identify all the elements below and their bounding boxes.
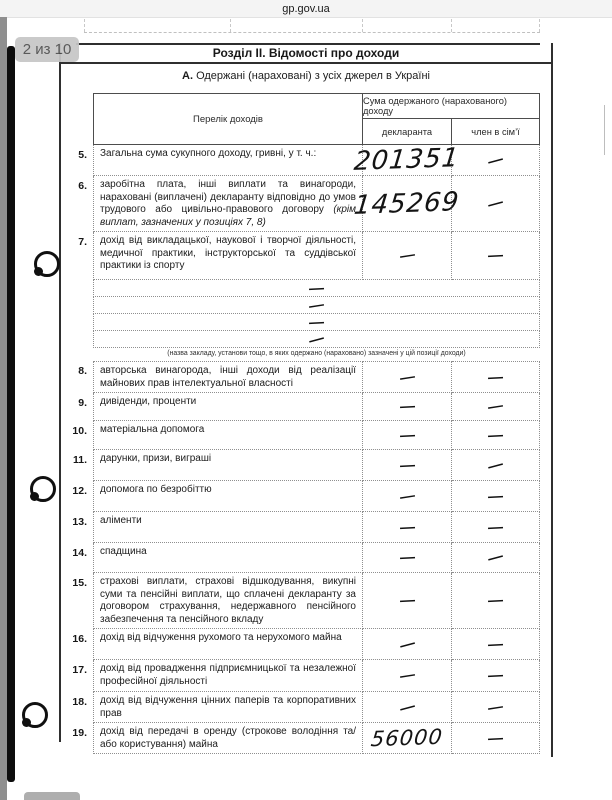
previous-table-remnant-rule — [539, 19, 540, 32]
row-number: 16. — [72, 633, 87, 645]
family-value — [452, 692, 540, 723]
handwritten-dash: — — [397, 696, 417, 718]
hole-punch-mark — [30, 476, 56, 502]
handwritten-dash: — — [486, 454, 505, 476]
handwritten-dash: — — [486, 547, 505, 568]
previous-table-remnant-rule — [451, 19, 452, 32]
handwritten-dash: — — [399, 591, 415, 610]
income-row-6 — [61, 176, 540, 232]
declarant-value — [363, 361, 452, 393]
handwritten-dash: — — [398, 486, 416, 506]
row-number: 11. — [72, 454, 87, 466]
family-value — [452, 660, 540, 692]
section-title: Розділ II. Відомості про доходи — [212, 46, 400, 60]
family-value — [452, 393, 540, 421]
handwritten-dash: — — [486, 697, 505, 717]
income-row-8 — [61, 361, 540, 393]
declarant-value — [363, 450, 452, 481]
handwritten-dash: — — [487, 729, 504, 747]
income-row-15 — [61, 573, 540, 629]
url-text[interactable]: gp.gov.ua — [282, 2, 330, 15]
family-value — [452, 629, 540, 660]
hole-punch-mark — [34, 251, 60, 277]
handwritten-amount: 145269 — [352, 186, 462, 221]
handwritten-dash: — — [486, 193, 505, 214]
scan-edge-shadow — [0, 17, 7, 800]
income-row-13 — [61, 512, 540, 543]
subsection-letter: А. — [182, 70, 193, 82]
handwritten-dash: — — [398, 245, 416, 266]
subsection-text: Одержані (нараховані) з усіх джерел в Україні — [196, 70, 430, 82]
declarant-value — [363, 393, 452, 421]
previous-table-remnant-line — [84, 32, 540, 33]
income-row-10 — [61, 421, 540, 450]
handwritten-amount: 201351 — [352, 143, 462, 177]
row-label: дивіденди, проценти — [93, 393, 363, 421]
row-number: 8. — [78, 365, 87, 377]
form-rule — [59, 62, 553, 64]
declarant-value — [363, 232, 452, 280]
family-value — [452, 723, 540, 754]
row-label: аліменти — [93, 512, 363, 543]
declarant-value — [363, 629, 452, 660]
handwritten-dash: — — [399, 456, 415, 474]
declarant-value — [363, 421, 452, 450]
handwritten-dash: — — [307, 328, 326, 350]
row-number: 15. — [72, 577, 87, 589]
row-label: дохід від передачі в оренду (строкове володіння та/або користування) майна — [93, 723, 363, 754]
family-value — [452, 573, 540, 629]
family-value — [452, 176, 540, 232]
row-label: заробітна плата, інші виплати та винагороди, нараховані (виплачені) декларанту відповідно до умов трудового або цивільно-правового договору (крім виплат, зазначених у позиціях 7, 8) — [93, 176, 363, 232]
handwritten-dash: — — [399, 397, 415, 416]
hole-punch-mark — [22, 702, 48, 728]
page-indicator-badge — [15, 37, 79, 62]
handwritten-dash: — — [487, 246, 504, 265]
declarant-value — [363, 660, 452, 692]
handwritten-dash: — — [307, 295, 326, 315]
handwritten-dash: — — [487, 666, 504, 685]
handwritten-dash: — — [399, 518, 415, 536]
income-row-14 — [61, 543, 540, 573]
row-number: 17. — [72, 664, 87, 676]
handwritten-dash: — — [398, 665, 416, 686]
header-spacer — [61, 93, 93, 145]
row-number: 9. — [78, 397, 87, 409]
family-value — [452, 145, 540, 176]
row-label: дохід від відчуження цінних паперів та корпоративних прав — [93, 692, 363, 723]
header-income-list: Перелік доходів — [93, 93, 363, 145]
income-row-7 — [61, 232, 540, 280]
row-number: 7. — [78, 236, 87, 248]
declarant-value — [363, 543, 452, 573]
income-row-19 — [61, 723, 540, 754]
declarant-value — [363, 481, 452, 512]
handwritten-amount: 56000 — [369, 724, 445, 752]
row-number: 10. — [72, 425, 87, 437]
row-number: 19. — [72, 727, 87, 739]
declarant-value — [363, 573, 452, 629]
handwritten-dash: — — [487, 487, 504, 505]
browser-address-bar[interactable] — [0, 0, 612, 18]
family-value — [452, 543, 540, 573]
page-indicator-label: 2 из 10 — [22, 41, 72, 58]
family-value — [452, 361, 540, 393]
row-label: Загальна сума сукупного доходу, гривні, у т. ч.: — [93, 145, 363, 176]
org-name-caption: (назва закладу, установи тощо, в яких одержано (нараховано) зазначені у цій позиції доходи) — [167, 350, 466, 357]
row-number: 12. — [72, 485, 87, 497]
handwritten-dash: — — [308, 313, 325, 331]
scan-binding-strip — [7, 46, 15, 782]
handwritten-dash: — — [486, 396, 505, 417]
form-rule — [76, 43, 540, 45]
row-number: 6. — [78, 180, 87, 192]
family-value — [452, 450, 540, 481]
header-declarant: декларанта — [363, 119, 452, 145]
header-family-member: член в сім’ї — [452, 119, 540, 145]
row-label: матеріальна допомога — [93, 421, 363, 450]
org-name-line — [61, 297, 540, 314]
org-name-caption-row — [61, 348, 540, 361]
handwritten-dash: — — [487, 426, 504, 444]
income-row-11 — [61, 450, 540, 481]
org-name-line — [61, 328, 540, 350]
row-number: 18. — [72, 696, 87, 708]
row-label: дохід від відчуження рухомого та нерухомого майна — [93, 629, 363, 660]
handwritten-dash: — — [399, 426, 415, 444]
family-value — [452, 232, 540, 280]
handwritten-dash: — — [486, 149, 505, 171]
row-label: спадщина — [93, 543, 363, 573]
row-label: дохід від провадження підприємницької та незалежної професійної діяльності — [93, 660, 363, 692]
row-label: дохід від викладацької, наукової і творчої діяльності, медичної практики, інструкторської та суддівської практики із спорту — [93, 232, 363, 280]
declarant-value — [363, 512, 452, 543]
income-row-12 — [61, 481, 540, 512]
handwritten-dash: — — [487, 635, 504, 653]
row-number: 13. — [72, 516, 87, 528]
handwritten-dash: — — [397, 633, 417, 655]
family-value — [452, 512, 540, 543]
income-row-9 — [61, 393, 540, 421]
declarant-value — [352, 176, 462, 232]
income-row-5 — [61, 145, 540, 176]
income-row-17 — [61, 660, 540, 692]
declarant-value — [363, 692, 452, 723]
family-value — [452, 481, 540, 512]
header-sum-subcolumns — [363, 119, 540, 145]
scan-edge-mark — [604, 105, 605, 155]
handwritten-dash: — — [487, 591, 504, 610]
row-number: 14. — [72, 547, 87, 559]
handwritten-dash: — — [308, 279, 325, 297]
table-header — [61, 93, 540, 145]
org-name-line — [61, 314, 540, 331]
income-table — [61, 93, 540, 754]
family-value — [452, 421, 540, 450]
row-label: страхові виплати, страхові відшкодування, викупні суми та пенсійні виплати, що сплачені декларанту за договором страхування, недержавного пенсійного забезпечення та пенсійного вкладу — [93, 573, 363, 629]
handwritten-dash: — — [398, 367, 416, 387]
row-label: дарунки, призи, виграші — [93, 450, 363, 481]
previous-table-remnant-rule — [84, 19, 85, 32]
handwritten-dash: — — [399, 548, 415, 567]
org-name-line — [61, 280, 540, 297]
header-sum-title: Сума одержаного (нарахованого) доходу — [363, 93, 540, 119]
row-label: допомога по безробіттю — [93, 481, 363, 512]
next-page-badge-sliver — [24, 792, 80, 800]
handwritten-dash: — — [487, 368, 504, 386]
header-sum-group — [363, 93, 540, 145]
row-number: 5. — [78, 149, 87, 161]
income-row-18 — [61, 692, 540, 723]
handwritten-dash: — — [487, 518, 504, 536]
declarant-value — [352, 143, 462, 177]
form-right-border — [551, 43, 553, 757]
declarant-value — [363, 723, 452, 754]
income-row-16 — [61, 629, 540, 660]
row-label: авторська винагорода, інші доходи від реалізації майнових прав інтелектуальної власності — [93, 361, 363, 393]
subsection-title — [59, 70, 553, 82]
previous-table-remnant-rule — [362, 19, 363, 32]
previous-table-remnant-rule — [230, 19, 231, 32]
